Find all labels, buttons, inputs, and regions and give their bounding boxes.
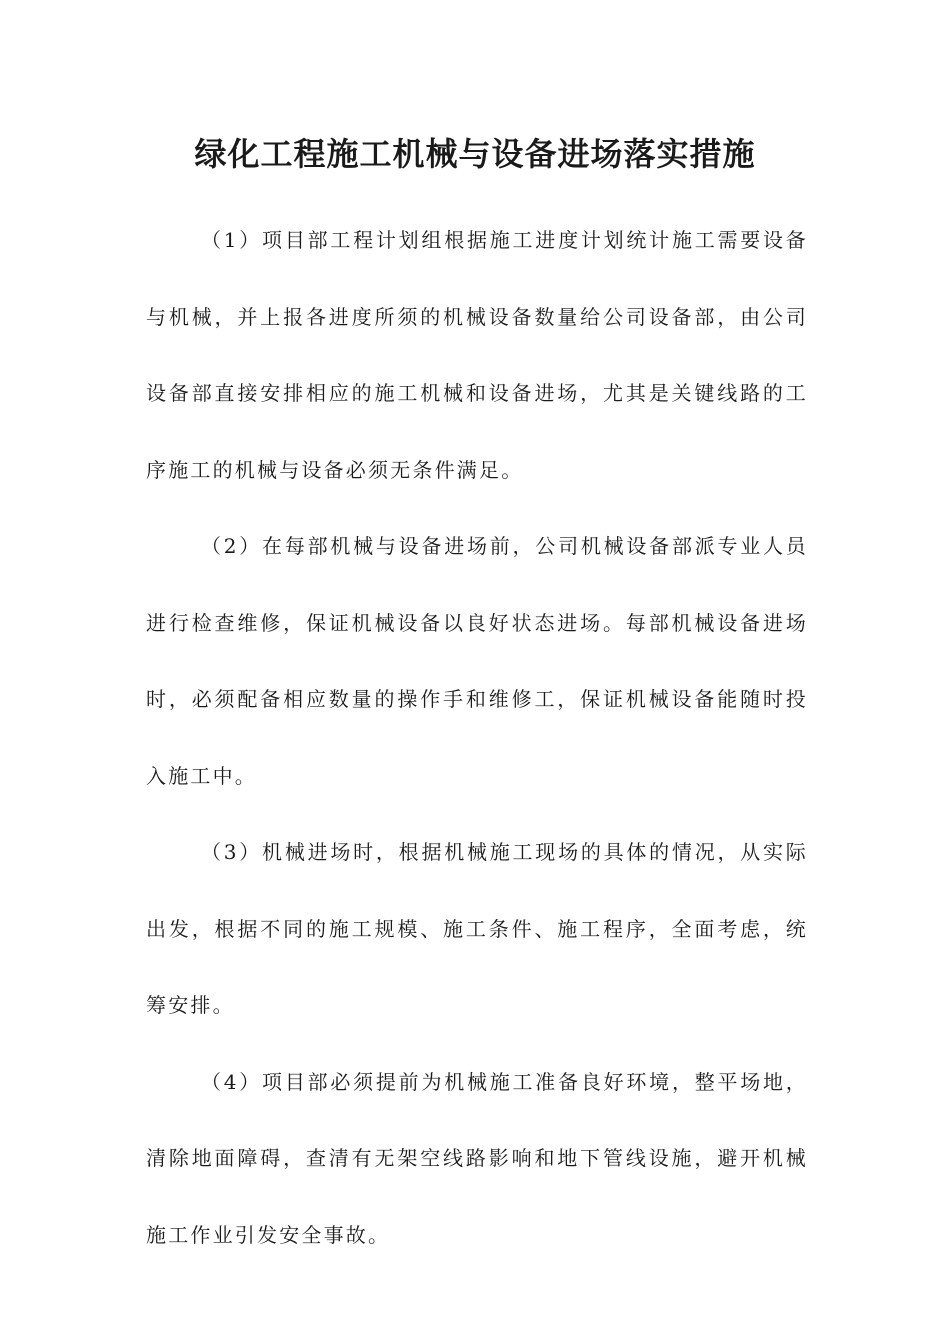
paragraph-4: （4）项目部必须提前为机械施工准备良好环境，整平场地，清除地面障碍，查清有无架空线路影响和地下管线设施，避开机械施工作业引发安全事故。 <box>146 1069 808 1247</box>
document-title: 绿化工程施工机械与设备进场落实措施 <box>194 135 756 173</box>
paragraph-2: （2）在每部机械与设备进场前，公司机械设备部派专业人员进行检查维修，保证机械设备以良好状态进场。每部机械设备进场时，必须配备相应数量的操作手和维修工，保证机械设备能随时投入施工中。 <box>146 534 808 788</box>
paragraph-1: （1）项目部工程计划组根据施工进度计划统计施工需要设备与机械，并上报各进度所须的机械设备数量给公司设备部，由公司设备部直接安排相应的施工机械和设备进场，尤其是关键线路的工序施工的机械与设备必须无条件满足。 <box>146 228 808 482</box>
paragraph-3: （3）机械进场时，根据机械施工现场的具体的情况，从实际出发，根据不同的施工规模、施工条件、施工程序，全面考虑，统筹安排。 <box>146 840 808 1017</box>
document-body <box>146 202 808 1273</box>
